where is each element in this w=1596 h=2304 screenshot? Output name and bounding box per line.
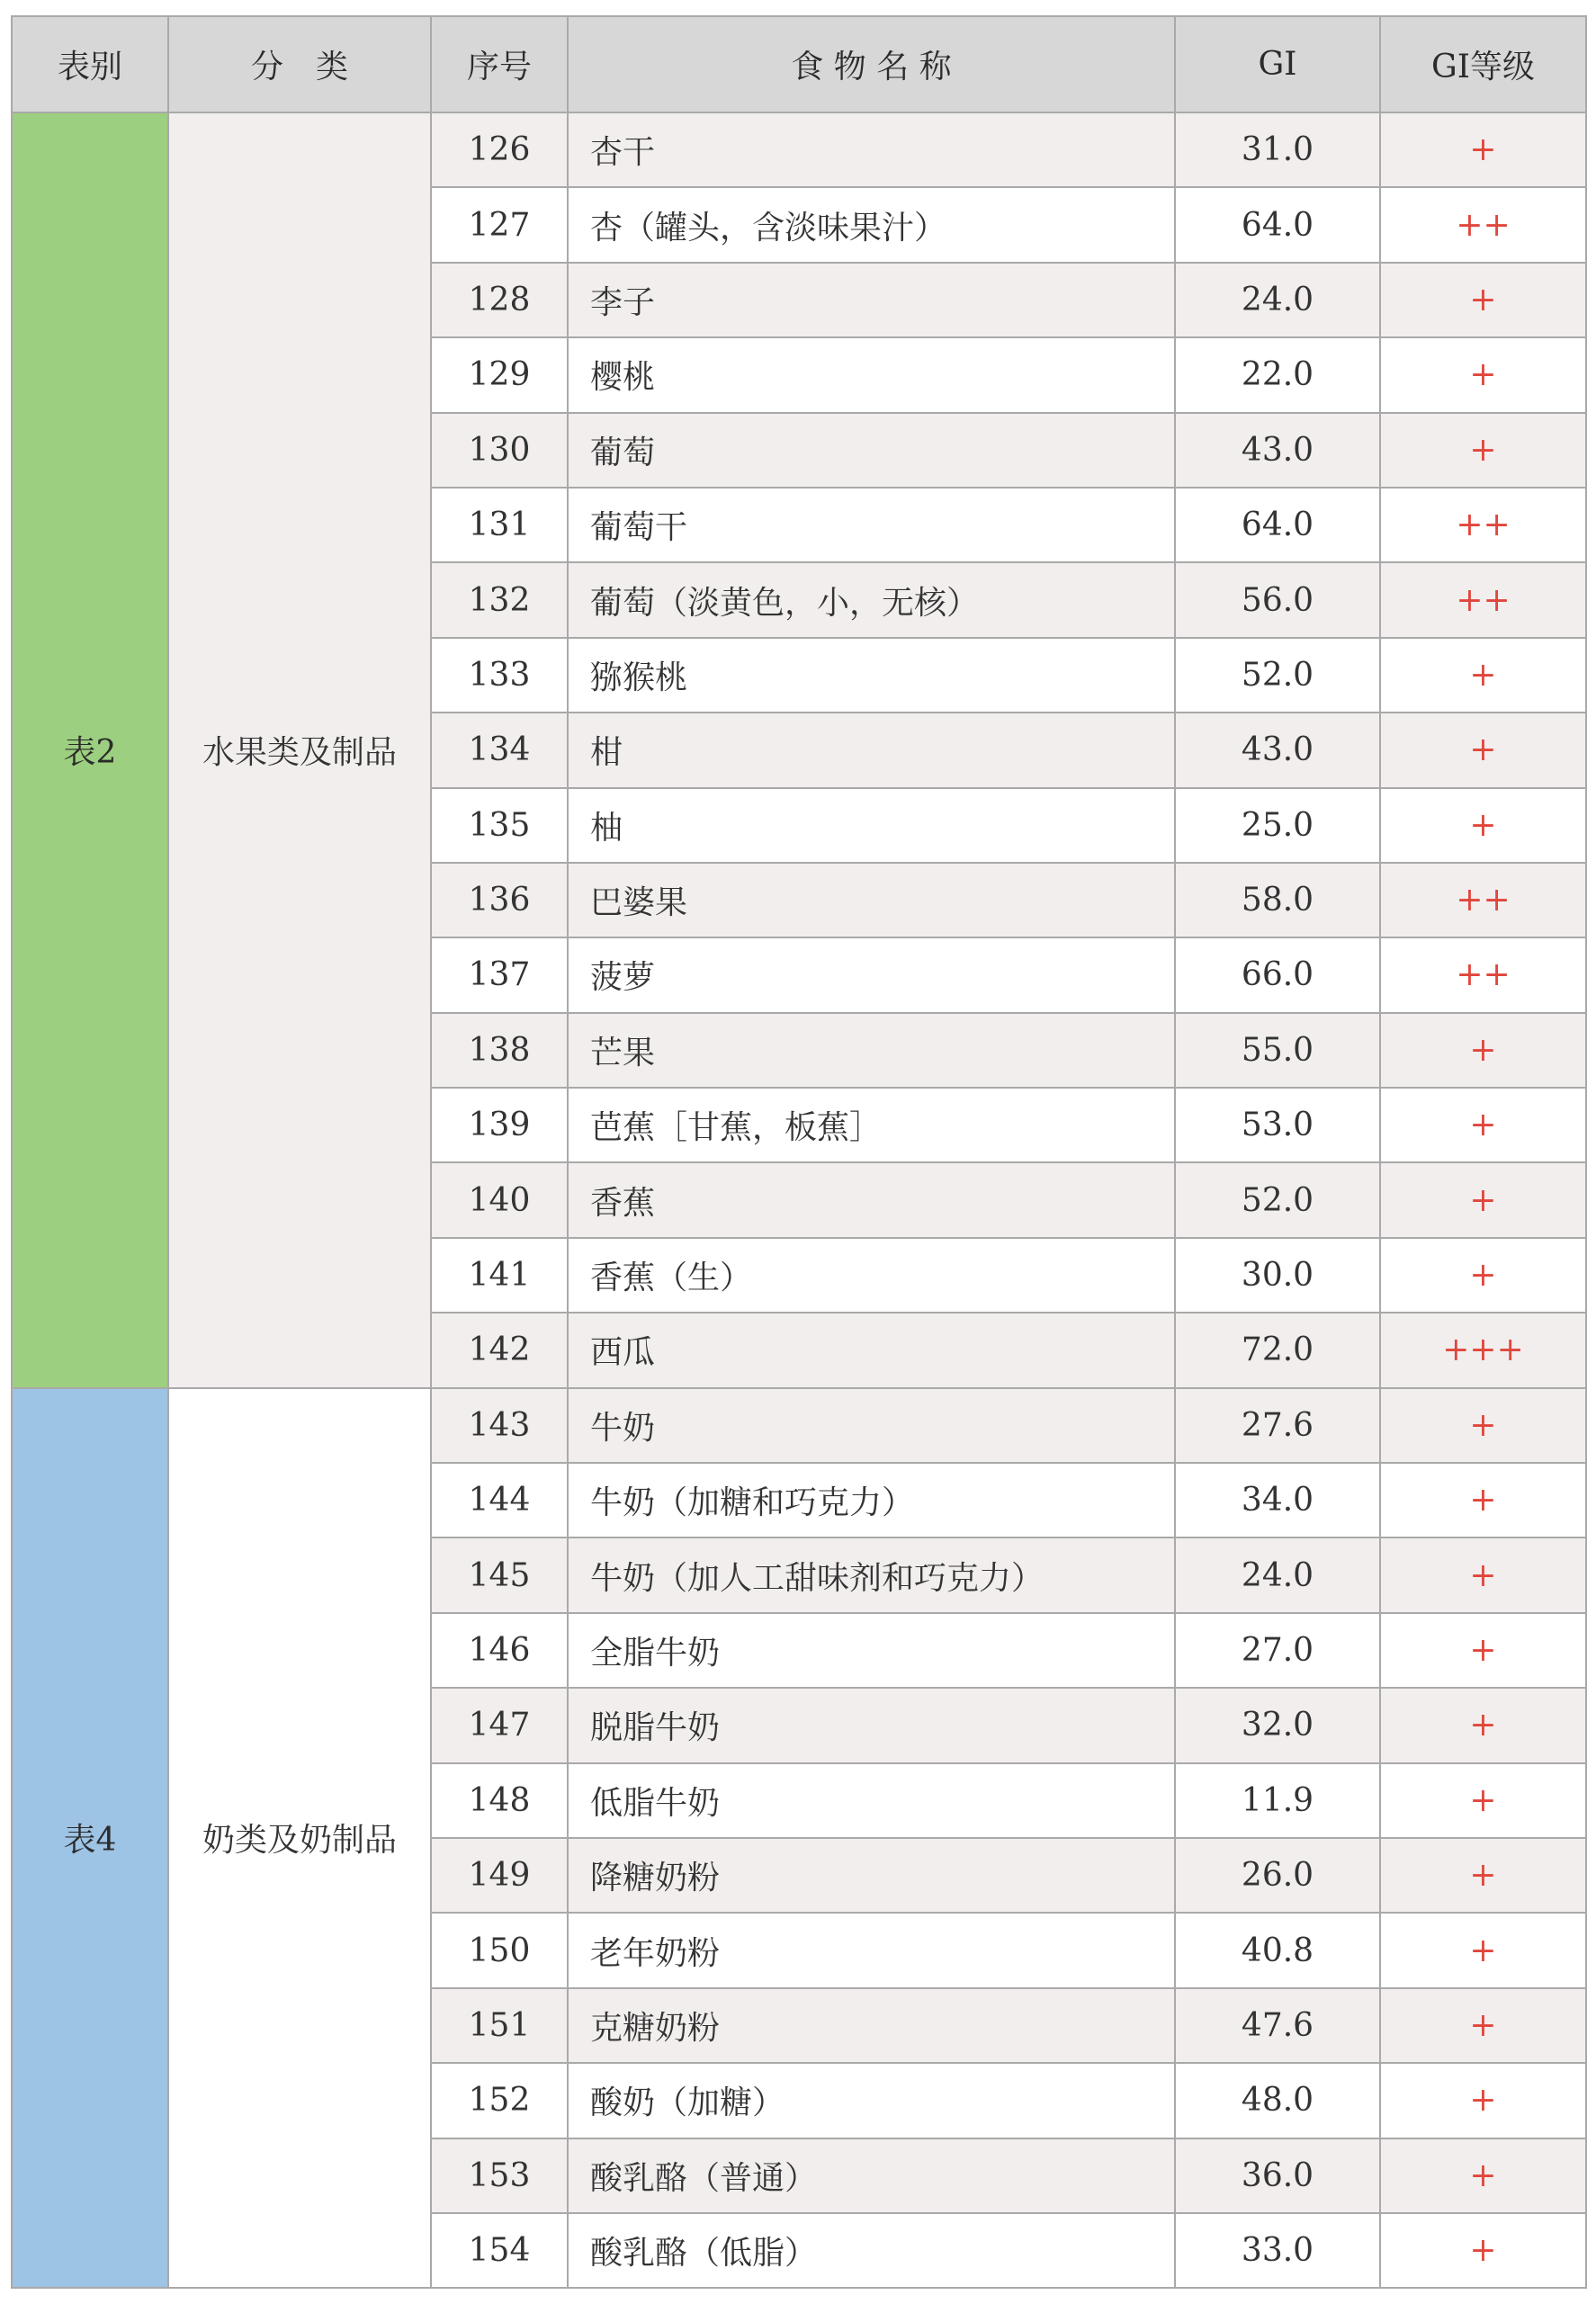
gi-level: + <box>1380 1162 1586 1237</box>
gi-level: + <box>1380 1913 1586 1987</box>
table-row <box>12 1388 1586 1463</box>
gi-value: 56.0 <box>1175 562 1380 637</box>
gi-level: + <box>1380 1463 1586 1537</box>
header-gi-level: GI等级 <box>1380 16 1586 112</box>
row-index: 147 <box>431 1688 568 1762</box>
row-index: 141 <box>431 1238 568 1313</box>
gi-level: + <box>1380 1613 1586 1688</box>
gi-value: 58.0 <box>1175 863 1380 937</box>
row-index: 138 <box>431 1013 568 1088</box>
table-group-label: 表4 <box>12 1388 168 2289</box>
food-name: 老年奶粉 <box>568 1913 1175 1987</box>
food-name: 杏干 <box>568 112 1175 187</box>
header-table: 表别 <box>12 16 168 112</box>
row-index: 154 <box>431 2213 568 2288</box>
gi-value: 27.0 <box>1175 1613 1380 1688</box>
gi-level: + <box>1380 1537 1586 1612</box>
gi-level: ++ <box>1380 187 1586 262</box>
gi-food-table <box>11 15 1587 2289</box>
gi-value: 43.0 <box>1175 713 1380 787</box>
gi-value: 40.8 <box>1175 1913 1380 1987</box>
gi-level: + <box>1380 1013 1586 1088</box>
gi-value: 11.9 <box>1175 1763 1380 1838</box>
row-index: 149 <box>431 1838 568 1913</box>
gi-level: + <box>1380 1388 1586 1463</box>
row-index: 151 <box>431 1988 568 2063</box>
table-group-label: 表2 <box>12 112 168 1388</box>
gi-value: 52.0 <box>1175 1162 1380 1237</box>
gi-value: 66.0 <box>1175 937 1380 1012</box>
header-gi: GI <box>1175 16 1380 112</box>
food-name: 牛奶 <box>568 1388 1175 1463</box>
gi-level: + <box>1380 112 1586 187</box>
gi-level: ++ <box>1380 562 1586 637</box>
gi-level: +++ <box>1380 1313 1586 1387</box>
food-name: 柚 <box>568 788 1175 863</box>
gi-value: 52.0 <box>1175 638 1380 713</box>
gi-table-container <box>11 15 1585 2289</box>
gi-level: ++ <box>1380 937 1586 1012</box>
gi-value: 31.0 <box>1175 112 1380 187</box>
gi-value: 32.0 <box>1175 1688 1380 1762</box>
table-row <box>12 112 1586 187</box>
food-name: 葡萄（淡黄色，小，无核） <box>568 562 1175 637</box>
food-name: 酸乳酪（普通） <box>568 2138 1175 2213</box>
food-name: 芭蕉［甘蕉，板蕉］ <box>568 1088 1175 1162</box>
row-index: 144 <box>431 1463 568 1537</box>
food-name: 柑 <box>568 713 1175 787</box>
food-name: 脱脂牛奶 <box>568 1688 1175 1762</box>
gi-level: + <box>1380 1988 1586 2063</box>
table-body <box>12 112 1586 2288</box>
gi-level: + <box>1380 2213 1586 2288</box>
table-header <box>12 16 1586 112</box>
gi-level: + <box>1380 1763 1586 1838</box>
header-category: 分 类 <box>168 16 431 112</box>
gi-value: 25.0 <box>1175 788 1380 863</box>
food-name: 牛奶（加人工甜味剂和巧克力） <box>568 1537 1175 1612</box>
food-name: 芒果 <box>568 1013 1175 1088</box>
row-index: 134 <box>431 713 568 787</box>
row-index: 135 <box>431 788 568 863</box>
gi-value: 22.0 <box>1175 337 1380 412</box>
gi-level: + <box>1380 1838 1586 1913</box>
row-index: 133 <box>431 638 568 713</box>
row-index: 128 <box>431 263 568 337</box>
row-index: 145 <box>431 1537 568 1612</box>
gi-value: 30.0 <box>1175 1238 1380 1313</box>
food-name: 降糖奶粉 <box>568 1838 1175 1913</box>
gi-value: 24.0 <box>1175 263 1380 337</box>
gi-value: 24.0 <box>1175 1537 1380 1612</box>
gi-value: 64.0 <box>1175 488 1380 562</box>
row-index: 129 <box>431 337 568 412</box>
food-name: 全脂牛奶 <box>568 1613 1175 1688</box>
gi-level: + <box>1380 788 1586 863</box>
food-name: 克糖奶粉 <box>568 1988 1175 2063</box>
food-name: 樱桃 <box>568 337 1175 412</box>
gi-level: + <box>1380 413 1586 488</box>
gi-value: 64.0 <box>1175 187 1380 262</box>
food-name: 牛奶（加糖和巧克力） <box>568 1463 1175 1537</box>
gi-value: 47.6 <box>1175 1988 1380 2063</box>
gi-value: 55.0 <box>1175 1013 1380 1088</box>
gi-value: 26.0 <box>1175 1838 1380 1913</box>
category-label: 奶类及奶制品 <box>168 1388 431 2289</box>
gi-value: 48.0 <box>1175 2063 1380 2138</box>
gi-level: + <box>1380 2138 1586 2213</box>
row-index: 132 <box>431 562 568 637</box>
gi-value: 27.6 <box>1175 1388 1380 1463</box>
row-index: 140 <box>431 1162 568 1237</box>
row-index: 139 <box>431 1088 568 1162</box>
gi-level: ++ <box>1380 488 1586 562</box>
row-index: 136 <box>431 863 568 937</box>
row-index: 153 <box>431 2138 568 2213</box>
row-index: 146 <box>431 1613 568 1688</box>
gi-value: 33.0 <box>1175 2213 1380 2288</box>
food-name: 香蕉（生） <box>568 1238 1175 1313</box>
gi-value: 34.0 <box>1175 1463 1380 1537</box>
gi-level: + <box>1380 1688 1586 1762</box>
gi-level: + <box>1380 337 1586 412</box>
row-index: 150 <box>431 1913 568 1987</box>
row-index: 130 <box>431 413 568 488</box>
row-index: 127 <box>431 187 568 262</box>
row-index: 143 <box>431 1388 568 1463</box>
food-name: 西瓜 <box>568 1313 1175 1387</box>
food-name: 葡萄干 <box>568 488 1175 562</box>
gi-value: 53.0 <box>1175 1088 1380 1162</box>
header-index: 序号 <box>431 16 568 112</box>
gi-level: + <box>1380 713 1586 787</box>
gi-value: 43.0 <box>1175 413 1380 488</box>
food-name: 酸奶（加糖） <box>568 2063 1175 2138</box>
row-index: 152 <box>431 2063 568 2138</box>
food-name: 酸乳酪（低脂） <box>568 2213 1175 2288</box>
row-index: 131 <box>431 488 568 562</box>
row-index: 148 <box>431 1763 568 1838</box>
gi-level: + <box>1380 263 1586 337</box>
food-name: 巴婆果 <box>568 863 1175 937</box>
row-index: 137 <box>431 937 568 1012</box>
gi-level: + <box>1380 1088 1586 1162</box>
gi-level: + <box>1380 2063 1586 2138</box>
header-row <box>12 16 1586 112</box>
row-index: 126 <box>431 112 568 187</box>
category-label: 水果类及制品 <box>168 112 431 1388</box>
header-food-name: 食 物 名 称 <box>568 16 1175 112</box>
food-name: 香蕉 <box>568 1162 1175 1237</box>
food-name: 菠萝 <box>568 937 1175 1012</box>
row-index: 142 <box>431 1313 568 1387</box>
gi-level: + <box>1380 638 1586 713</box>
food-name: 猕猴桃 <box>568 638 1175 713</box>
food-name: 李子 <box>568 263 1175 337</box>
gi-level: ++ <box>1380 863 1586 937</box>
food-name: 低脂牛奶 <box>568 1763 1175 1838</box>
gi-level: + <box>1380 1238 1586 1313</box>
gi-value: 72.0 <box>1175 1313 1380 1387</box>
food-name: 杏（罐头，含淡味果汁） <box>568 187 1175 262</box>
food-name: 葡萄 <box>568 413 1175 488</box>
gi-value: 36.0 <box>1175 2138 1380 2213</box>
